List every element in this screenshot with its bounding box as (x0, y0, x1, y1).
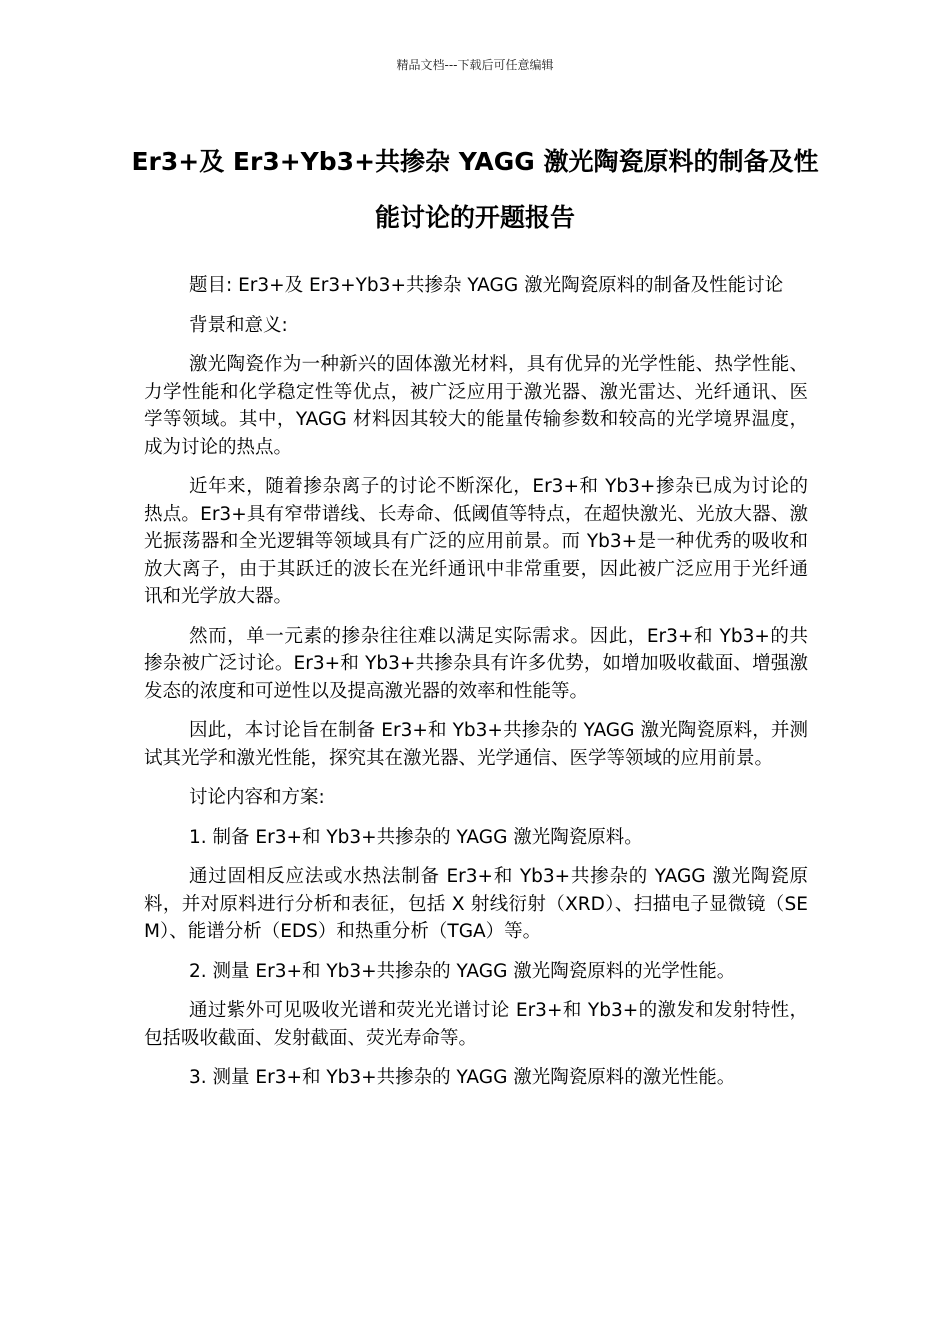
paragraph-background-1: 激光陶瓷作为一种新兴的固体激光材料，具有优异的光学性能、热学性能、力学性能和化学稳定性等优点，被广泛应用于激光器、激光雷达、光纤通讯、医学等领域。其中，YAGG 材料因其较大的能量传输参数和较高的光学境界温度，成为讨论的热点。 (144, 354, 808, 458)
paragraph-step-1: 1. 制备 Er3+和 Yb3+共掺杂的 YAGG 激光陶瓷原料。 (189, 826, 643, 848)
paragraph-background-heading: 背景和意义: (189, 314, 288, 336)
paragraph-step-1-detail: 通过固相反应法或水热法制备 Er3+和 Yb3+共掺杂的 YAGG 激光陶瓷原料，并对原料进行分析和表征，包括 X 射线衍射（XRD）、扫描电子显微镜（SEM）、能谱分析（EDS）和热重分析（TGA）等。 (144, 866, 808, 942)
paragraph-content-heading: 讨论内容和方案: (189, 787, 325, 808)
paragraph-topic: 题目: Er3+及 Er3+Yb3+共掺杂 YAGG 激光陶瓷原料的制备及性能讨论 (189, 275, 784, 296)
document-title: Er3+及 Er3+Yb3+共掺杂 YAGG 激光陶瓷原料的制备及性能讨论的开题报告 (131, 147, 819, 232)
paragraph-step-2: 2. 测量 Er3+和 Yb3+共掺杂的 YAGG 激光陶瓷原料的光学性能。 (189, 960, 736, 982)
paragraph-background-2: 近年来，随着掺杂离子的讨论不断深化，Er3+和 Yb3+掺杂已成为讨论的热点。Er3+具有窄带谱线、长寿命、低阈值等特点，在超快激光、光放大器、激光振荡器和全光逻辑等领域具有广泛的应用前景。而 Yb3+是一种优秀的吸收和放大离子，由于其跃迁的波长在光纤通讯中非常重要，因此被广泛应用于光纤通讯和光学放大器。 (144, 476, 808, 607)
header-note: 精品文档---下载后可任意编辑 (396, 58, 554, 72)
paragraph-step-3: 3. 测量 Er3+和 Yb3+共掺杂的 YAGG 激光陶瓷原料的激光性能。 (189, 1067, 736, 1088)
paragraph-step-2-detail: 通过紫外可见吸收光谱和荧光光谱讨论 Er3+和 Yb3+的激发和发射特性，包括吸收截面、发射截面、荧光寿命等。 (144, 1000, 808, 1049)
paragraph-background-4: 因此，本讨论旨在制备 Er3+和 Yb3+共掺杂的 YAGG 激光陶瓷原料，并测试其光学和激光性能，探究其在激光器、光学通信、医学等领域的应用前景。 (144, 720, 808, 769)
document-body (144, 272, 808, 1104)
paragraph-background-3: 然而，单一元素的掺杂往往难以满足实际需求。因此，Er3+和 Yb3+的共掺杂被广泛讨论。Er3+和 Yb3+共掺杂具有许多优势，如增加吸收截面、增强激发态的浓度和可逆性以及提高激光器的效率和性能等。 (144, 625, 808, 702)
